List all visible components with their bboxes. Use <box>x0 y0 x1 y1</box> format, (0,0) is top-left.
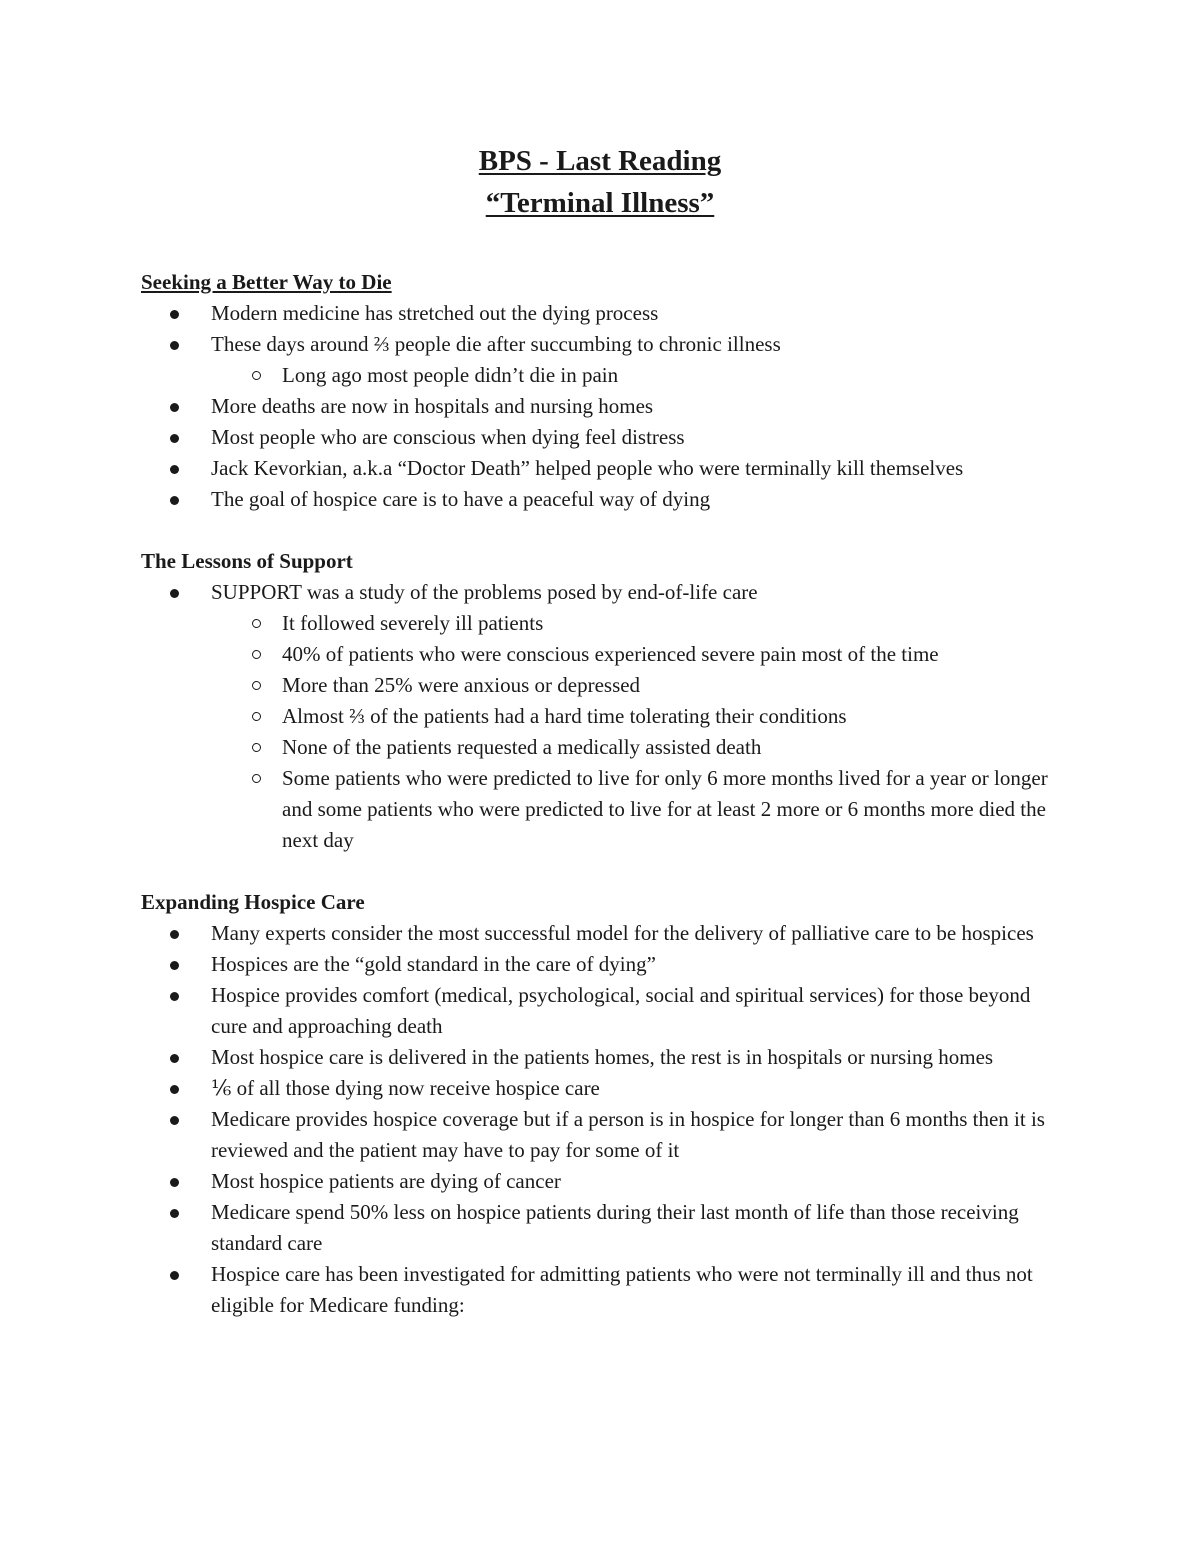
hollow-bullet-icon <box>252 619 261 628</box>
sub-list-item-text: It followed severely ill patients <box>282 611 544 635</box>
list-item <box>141 577 1071 856</box>
hollow-bullet-icon <box>252 743 261 752</box>
bullet-icon <box>170 434 179 443</box>
bullet-icon <box>170 1209 179 1218</box>
hollow-bullet-icon <box>252 650 261 659</box>
list-item-text: Hospices are the “gold standard in the care of dying” <box>211 952 656 976</box>
list-item-text: Modern medicine has stretched out the dying process <box>211 301 659 325</box>
sub-bullet-list <box>141 608 1071 856</box>
list-item <box>141 453 1071 484</box>
bullet-icon <box>170 930 179 939</box>
sub-list-item-text: Some patients who were predicted to live for only 6 more months lived for a year or longer and some patients who were predicted to live for at least 2 more or 6 months more died the next day <box>282 766 1048 852</box>
sub-list-item-text: None of the patients requested a medically assisted death <box>282 735 762 759</box>
section-heading: Seeking a Better Way to Die <box>141 270 392 294</box>
list-item-text: ⅙ of all those dying now receive hospice care <box>211 1076 600 1100</box>
list-item <box>141 484 1071 515</box>
bullet-icon <box>170 1178 179 1187</box>
section-heading: Expanding Hospice Care <box>141 890 365 914</box>
bullet-icon <box>170 961 179 970</box>
list-item <box>141 980 1071 1042</box>
bullet-icon <box>170 496 179 505</box>
document-body <box>141 267 1071 1352</box>
bullet-list <box>141 918 1071 1321</box>
hollow-bullet-icon <box>252 681 261 690</box>
bullet-icon <box>170 310 179 319</box>
sub-list-item-text: More than 25% were anxious or depressed <box>282 673 641 697</box>
section-heading: The Lessons of Support <box>141 549 353 573</box>
bullet-icon <box>170 465 179 474</box>
sub-list-item <box>141 763 1071 856</box>
bullet-icon <box>170 1271 179 1280</box>
section-lessons-of-support <box>141 546 1071 856</box>
bullet-icon <box>170 1116 179 1125</box>
sub-list-item-text: 40% of patients who were conscious experienced severe pain most of the time <box>282 642 939 666</box>
sub-list-item <box>141 639 1071 670</box>
list-item-text: More deaths are now in hospitals and nursing homes <box>211 394 654 418</box>
bullet-list <box>141 577 1071 856</box>
list-item-text: Medicare provides hospice coverage but if a person is in hospice for longer than 6 months then it is reviewed and the patient may have to pay for some of it <box>211 1107 1045 1162</box>
bullet-list <box>141 298 1071 515</box>
list-item-text: Jack Kevorkian, a.k.a “Doctor Death” helped people who were terminally kill themselves <box>211 456 964 480</box>
sub-list-item <box>141 608 1071 639</box>
list-item <box>141 1042 1071 1073</box>
hollow-bullet-icon <box>252 774 261 783</box>
bullet-icon <box>170 341 179 350</box>
list-item <box>141 329 1071 391</box>
document-title: BPS - Last Reading <box>478 145 722 177</box>
sub-list-item <box>141 701 1071 732</box>
bullet-icon <box>170 589 179 598</box>
list-item <box>141 1259 1071 1321</box>
bullet-icon <box>170 403 179 412</box>
sub-list-item <box>141 670 1071 701</box>
list-item <box>141 1073 1071 1104</box>
list-item <box>141 422 1071 453</box>
hollow-bullet-icon <box>252 371 261 380</box>
list-item-text: Most hospice patients are dying of cancer <box>211 1169 561 1193</box>
sub-list-item-text: Almost ⅔ of the patients had a hard time tolerating their conditions <box>282 704 847 728</box>
bullet-icon <box>170 1085 179 1094</box>
sub-list-item-text: Long ago most people didn’t die in pain <box>282 363 619 387</box>
list-item <box>141 298 1071 329</box>
list-item <box>141 949 1071 980</box>
list-item <box>141 918 1071 949</box>
list-item-text: SUPPORT was a study of the problems posed by end-of-life care <box>211 580 758 604</box>
section-seeking-better-way <box>141 267 1071 515</box>
section-expanding-hospice-care <box>141 887 1071 1321</box>
list-item-text: The goal of hospice care is to have a peaceful way of dying <box>211 487 711 511</box>
list-item <box>141 391 1071 422</box>
hollow-bullet-icon <box>252 712 261 721</box>
list-item <box>141 1197 1071 1259</box>
title-block <box>0 140 1200 224</box>
sub-bullet-list <box>141 360 1071 391</box>
list-item-text: Most people who are conscious when dying feel distress <box>211 425 685 449</box>
list-item <box>141 1166 1071 1197</box>
sub-list-item <box>141 360 1071 391</box>
bullet-icon <box>170 992 179 1001</box>
bullet-icon <box>170 1054 179 1063</box>
list-item-text: Medicare spend 50% less on hospice patients during their last month of life than those receiving standard care <box>211 1200 1019 1255</box>
list-item-text: These days around ⅔ people die after succumbing to chronic illness <box>211 332 781 356</box>
document-subtitle: “Terminal Illness” <box>485 187 715 219</box>
list-item-text: Most hospice care is delivered in the patients homes, the rest is in hospitals or nursing homes <box>211 1045 994 1069</box>
list-item-text: Hospice care has been investigated for admitting patients who were not terminally ill and thus not eligible for Medicare funding: <box>211 1262 1033 1317</box>
list-item <box>141 1104 1071 1166</box>
list-item-text: Many experts consider the most successful model for the delivery of palliative care to be hospices <box>211 921 1034 945</box>
list-item-text: Hospice provides comfort (medical, psychological, social and spiritual services) for those beyond cure and approaching death <box>211 983 1031 1038</box>
sub-list-item <box>141 732 1071 763</box>
